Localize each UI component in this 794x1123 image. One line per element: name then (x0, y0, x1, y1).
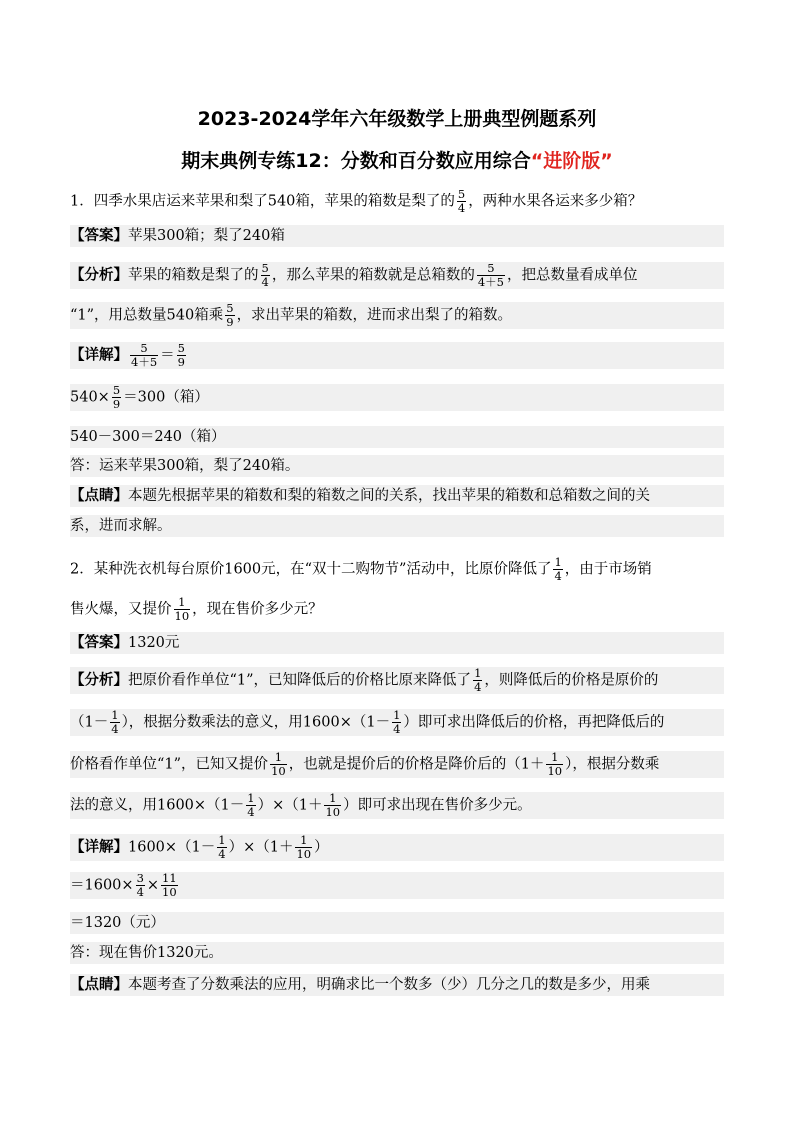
q2-detail-line-1: 【详解】1600×（1－ $\frac{1}{4}$ ）×（1＋ $\frac{1}{10}$ ） (70, 834, 724, 861)
q1-point-line-2: 系，进而求解。 (70, 515, 724, 537)
q1-detail-line-2: 540× $\frac{5}{9}$ ＝300（箱） (70, 384, 724, 411)
q2-analysis-line-4: 法的意义，用1600×（1－ $\frac{1}{4}$ ）×（1＋ $\frac{1}{10}$ ）即可求出现在售价多少元。 (70, 792, 724, 819)
q1-detail-line-1: 【详解】 $\frac{5}{4+5}$ ＝ $\frac{5}{9}$ (70, 342, 724, 369)
q2-point-line-1: 【点睛】本题考查了分数乘法的应用，明确求比一个数多（少）几分之几的数是多少，用乘 (70, 974, 724, 996)
q1-analysis-line-1: 【分析】苹果的箱数是梨了的 $\frac{5}{4}$ ，那么苹果的箱数就是总箱数的 $\frac{5}{4+5}$ ，把总数量看成单位 (70, 262, 724, 289)
q2-detail-line-3: ＝1320（元） (70, 912, 724, 934)
q1-detail-answer: 答：运来苹果300箱，梨了240箱。 (70, 455, 724, 477)
subtitle-highlight: “进阶版” (530, 150, 613, 172)
question-2-line-1: 2．某种洗衣机每台原价1600元，在“双十二购物节”活动中，比原价降低了 $\frac{1}{4}$ ，由于市场销 (70, 555, 652, 583)
q2-analysis-line-2: （1－ $\frac{1}{4}$ ），根据分数乘法的意义，用1600×（1－ $\frac{1}{4}$ ）即可求出降低后的价格，再把降低后的 (70, 709, 724, 736)
q1-analysis-line-2: “1”，用总数量540箱乘 $\frac{5}{9}$ ，求出苹果的箱数，进而求出梨了的箱数。 (70, 302, 724, 329)
page-subtitle (0, 146, 794, 173)
subtitle-text: 期末典例专练12：分数和百分数应用综合 (181, 150, 531, 172)
q1-point-line-1: 【点睛】本题先根据苹果的箱数和梨的箱数之间的关系，找出苹果的箱数和总箱数之间的关 (70, 485, 724, 507)
q2-detail-answer: 答：现在售价1320元。 (70, 942, 724, 964)
q1-answer: 【答案】苹果300箱；梨了240箱 (70, 225, 724, 247)
q2-analysis-line-3: 价格看作单位“1”，已知又提价 $\frac{1}{10}$ ，也就是提价后的价格是降价后的（1＋ $\frac{1}{10}$ ），根据分数乘 (70, 751, 724, 778)
q2-analysis-line-1: 【分析】把原价看作单位“1”，已知降低后的价格比原来降低了 $\frac{1}{4}$ ，则降低后的价格是原价的 (70, 667, 724, 694)
q1-detail-line-3: 540－300＝240（箱） (70, 426, 724, 448)
question-2-line-2: 售火爆，又提价 $\frac{1}{10}$ ，现在售价多少元？ (70, 595, 323, 623)
q2-answer: 【答案】1320元 (70, 632, 724, 654)
question-1: 1．四季水果店运来苹果和梨了540箱，苹果的箱数是梨了的 $\frac{5}{4}$ ，两种水果各运来多少箱？ (70, 187, 643, 215)
q2-detail-line-2: ＝1600× $\frac{3}{4}$ × $\frac{11}{10}$ (70, 872, 724, 899)
page-title: 2023-2024学年六年级数学上册典型例题系列 (197, 108, 597, 130)
